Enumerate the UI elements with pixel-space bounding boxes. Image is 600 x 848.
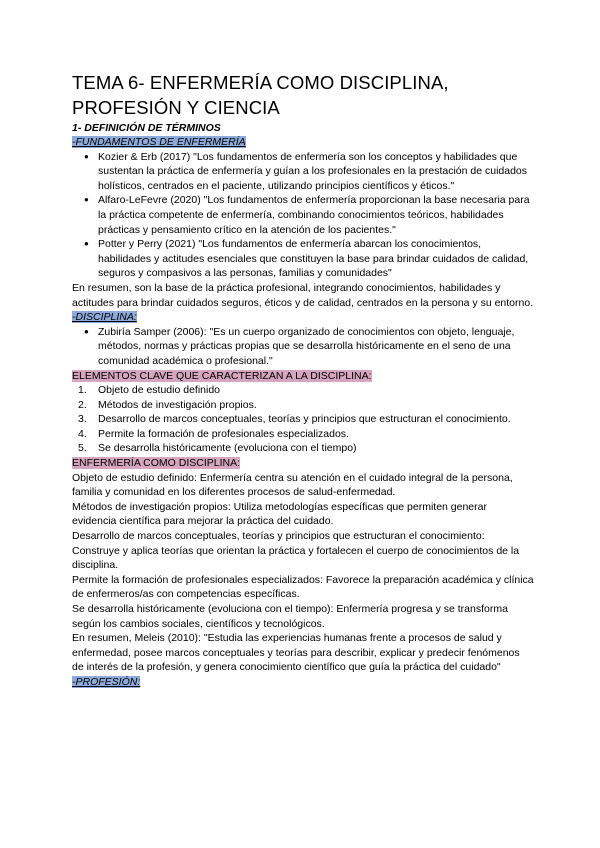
fundamentos-summary: En resumen, son la base de la práctica profesional, integrando conocimientos, habilidades y actitudes para brindar cuidados seguros, éticos y de calidad, centrados en la persona y su entorno.: [72, 281, 534, 309]
paragraph: En resumen, Meleis (2010): "Estudia las experiencias humanas frente a procesos de salud y enfermedad, posee marcos conceptuales y teorías para describir, explicar y predecir fenómenos de interés de la profesión, y genera conocimiento científico que guía la práctica del cuidado": [72, 632, 520, 674]
paragraph: Permite la formación de profesionales especializados: Favorece la preparación académica y clínica de enfermeros/as con competencias específicas.: [72, 573, 534, 601]
section-heading: 1- DEFINICIÓN DE TÉRMINOS: [72, 122, 221, 134]
disciplina-list: [72, 325, 534, 369]
disciplina-prefix: -: [72, 311, 76, 324]
paragraph: Se desarrolla históricamente (evoluciona con el tiempo): Enfermería progresa y se transforma según los cambios sociales, científicos y tecnológicos.: [72, 603, 508, 630]
elementos-label: ELEMENTOS CLAVE QUE CARACTERIZAN A LA DISCIPLINA:: [72, 369, 372, 382]
paragraph: Métodos de investigación propios: Utiliza metodologías específicas que permiten generar evidencia científica para mejorar la práctica del cuidado.: [72, 500, 487, 528]
elementos-heading: [72, 369, 534, 384]
profesion-heading: [72, 675, 534, 690]
disciplina-label: DISCIPLINA:: [75, 311, 137, 324]
disciplina-heading: [72, 310, 534, 325]
list-item: Desarrollo de marcos conceptuales, teorías y principios que estructuran el conocimiento.: [98, 413, 511, 426]
list-item: ● Zubiría Samper (2006): "Es un cuerpo organizado de conocimientos con objeto, lenguaje, métodos, normas y prácticas propias que se desarrolla históricamente en el seno de una comunidad académica o profesional.": [98, 325, 534, 369]
fundamentos-list: [72, 150, 534, 281]
list-item: Objeto de estudio definido: [98, 384, 221, 397]
fundamentos-heading: [72, 135, 534, 150]
list-item: ● Alfaro-LeFevre (2020) "Los fundamentos de enfermería proporcionan la base necesaria para la práctica competente de enfermería, combinando conocimientos teóricos, habilidades prácticas y pensamiento crítico en la atención de los pacientes.": [98, 193, 534, 237]
profesion-label: PROFESIÓN:: [75, 675, 141, 688]
paragraph: Desarrollo de marcos conceptuales, teorías y principios que estructuran el conocimiento: Construye y aplica teorías que orientan la práctica y fortalecen el cuerpo de conocimientos de la disciplina.: [72, 530, 520, 572]
list-item: Se desarrolla históricamente (evoluciona con el tiempo): [98, 442, 357, 455]
list-item: Métodos de investigación propios.: [98, 398, 257, 411]
list-item: ● Potter y Perry (2021) "Los fundamentos de enfermería abarcan los conocimientos, habilidades y actitudes esenciales que constituyen la base para brindar cuidados de calidad, seguros y compasivos a las personas, familias y comunidades": [98, 237, 534, 281]
fundamentos-prefix: -: [72, 136, 76, 148]
list-item: Permite la formación de profesionales especializados.: [98, 427, 349, 440]
profesion-prefix: -: [72, 675, 76, 688]
enfermeria-label: ENFERMERÍA COMO DISCIPLINA:: [72, 457, 241, 470]
paragraph: Objeto de estudio definido: Enfermería centra su atención en el cuidado integral de la persona, familia y comunidad en los diferentes procesos de salud-enfermedad.: [72, 471, 513, 499]
list-item: ● Kozier & Erb (2017) "Los fundamentos de enfermería son los conceptos y habilidades que sustentan la práctica de enfermería y guían a los profesionales en la prestación de cuidados holísticos, centrados en el paciente, utilizando principios científicos y éticos.": [98, 150, 534, 194]
enfermeria-heading: [72, 456, 534, 471]
elementos-list: [72, 383, 534, 456]
document-page: [72, 70, 534, 690]
page-title: TEMA 6- ENFERMERÍA COMO DISCIPLINA, PROFESIÓN Y CIENCIA: [72, 72, 449, 118]
fundamentos-label: FUNDAMENTOS DE ENFERMERÍA: [75, 136, 246, 148]
